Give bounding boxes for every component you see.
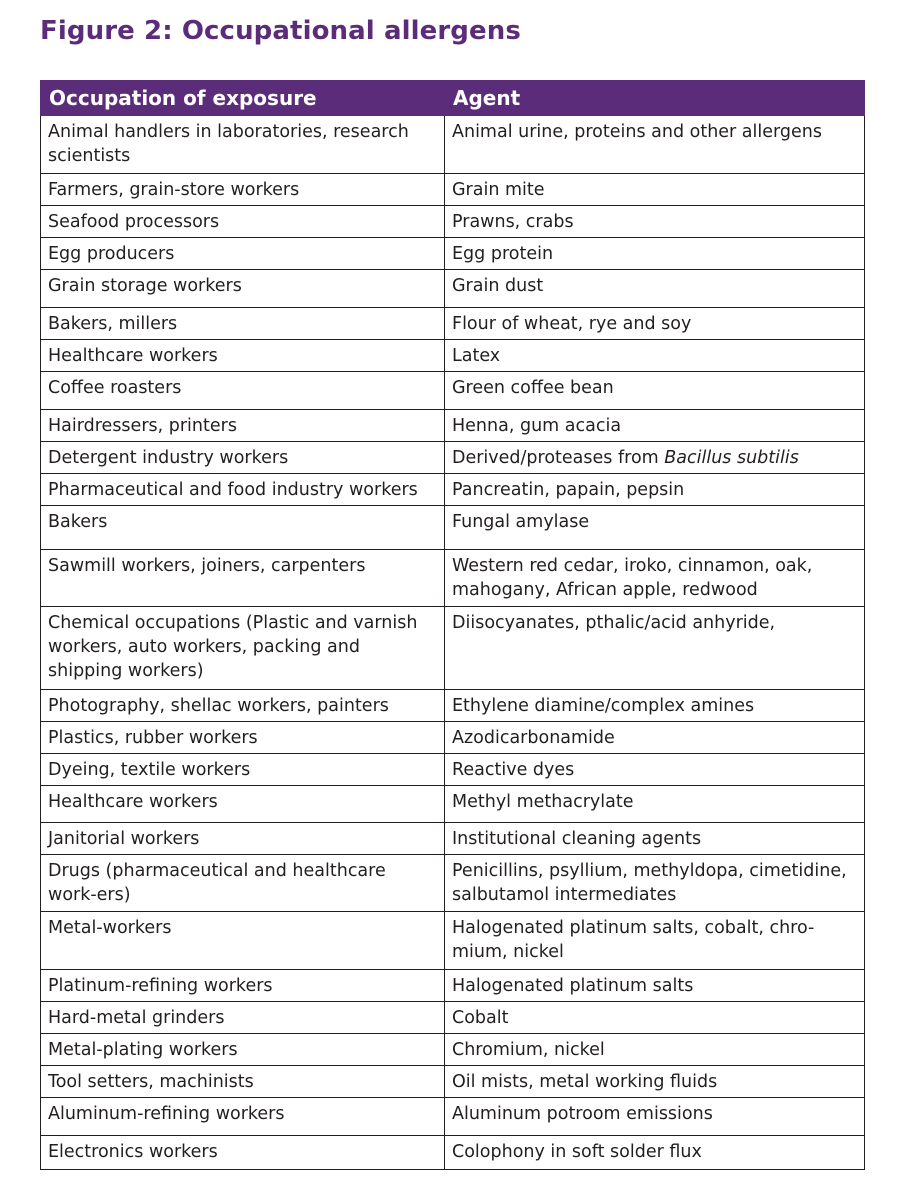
table-row: [41, 1002, 865, 1034]
occupation-cell: Aluminum-refining workers: [41, 1098, 445, 1136]
agent-cell: Latex: [445, 340, 865, 372]
table-row: [41, 607, 865, 690]
table-row: [41, 722, 865, 754]
agent-cell: Halogenated platinum salts: [445, 970, 865, 1002]
agent-cell: Green coffee bean: [445, 372, 865, 410]
occupation-cell: Bakers, millers: [41, 308, 445, 340]
column-header-agent: Agent: [445, 81, 865, 116]
table-row: [41, 474, 865, 506]
occupation-cell: Drugs (pharmaceutical and healthcare work-ers): [41, 855, 445, 912]
table-row: [41, 116, 865, 174]
agent-text: Derived/proteases from: [452, 448, 665, 468]
occupation-cell: Electronics workers: [41, 1136, 445, 1170]
table-row: [41, 270, 865, 308]
occupation-cell: Chemical occupations (Plastic and varnish workers, auto workers, packing and shipping workers): [41, 607, 445, 690]
agent-cell: Grain dust: [445, 270, 865, 308]
agent-cell: Animal urine, proteins and other allergens: [445, 116, 865, 174]
table-row: [41, 912, 865, 970]
table-row: [41, 690, 865, 722]
occupational-allergens-table: [40, 80, 865, 1170]
occupation-cell: Tool setters, machinists: [41, 1066, 445, 1098]
table-row: [41, 1136, 865, 1170]
agent-cell: Grain mite: [445, 174, 865, 206]
table-row: [41, 238, 865, 270]
agent-cell: Pancreatin, papain, pepsin: [445, 474, 865, 506]
table-row: [41, 442, 865, 474]
agent-cell: Azodicarbonamide: [445, 722, 865, 754]
occupation-cell: Coffee roasters: [41, 372, 445, 410]
table-row: [41, 340, 865, 372]
table-row: [41, 855, 865, 912]
occupation-cell: Metal-plating workers: [41, 1034, 445, 1066]
occupation-cell: Metal-workers: [41, 912, 445, 970]
occupation-cell: Detergent industry workers: [41, 442, 445, 474]
occupation-cell: Animal handlers in laboratories, research scientists: [41, 116, 445, 174]
table-body: [41, 116, 865, 1170]
occupation-cell: Plastics, rubber workers: [41, 722, 445, 754]
occupation-cell: Healthcare workers: [41, 786, 445, 823]
agent-cell: Henna, gum acacia: [445, 410, 865, 442]
table-row: [41, 754, 865, 786]
agent-cell: Reactive dyes: [445, 754, 865, 786]
table-row: [41, 970, 865, 1002]
occupation-cell: Platinum-refining workers: [41, 970, 445, 1002]
occupation-cell: Sawmill workers, joiners, carpenters: [41, 550, 445, 607]
agent-cell: Fungal amylase: [445, 506, 865, 550]
occupation-cell: Dyeing, textile workers: [41, 754, 445, 786]
table-row: [41, 372, 865, 410]
occupation-cell: Healthcare workers: [41, 340, 445, 372]
table-row: [41, 786, 865, 823]
table-row: [41, 308, 865, 340]
table-row: [41, 206, 865, 238]
occupation-cell: Hard-metal grinders: [41, 1002, 445, 1034]
agent-cell: Chromium, nickel: [445, 1034, 865, 1066]
agent-cell: Aluminum potroom emissions: [445, 1098, 865, 1136]
table-row: [41, 550, 865, 607]
occupation-cell: Grain storage workers: [41, 270, 445, 308]
agent-cell: Cobalt: [445, 1002, 865, 1034]
table-row: [41, 1098, 865, 1136]
table-header-row: [41, 81, 865, 116]
occupation-cell: Egg producers: [41, 238, 445, 270]
occupation-cell: Pharmaceutical and food industry workers: [41, 474, 445, 506]
occupation-cell: Photography, shellac workers, painters: [41, 690, 445, 722]
table-row: [41, 506, 865, 550]
occupation-cell: Janitorial workers: [41, 823, 445, 855]
table-row: [41, 823, 865, 855]
agent-cell: Western red cedar, iroko, cinnamon, oak, mahogany, African apple, redwood: [445, 550, 865, 607]
agent-cell: Institutional cleaning agents: [445, 823, 865, 855]
agent-cell: Penicillins, psyllium, methyldopa, cimetidine, salbutamol intermediates: [445, 855, 865, 912]
table-row: [41, 1034, 865, 1066]
agent-species-name: Bacillus subtilis: [664, 448, 799, 468]
table-row: [41, 1066, 865, 1098]
occupation-cell: Bakers: [41, 506, 445, 550]
agent-cell: Flour of wheat, rye and soy: [445, 308, 865, 340]
table-row: [41, 410, 865, 442]
agent-cell: Diisocyanates, pthalic/acid anhyride,: [445, 607, 865, 690]
occupation-cell: Farmers, grain-store workers: [41, 174, 445, 206]
occupation-cell: Seafood processors: [41, 206, 445, 238]
agent-cell: Colophony in soft solder flux: [445, 1136, 865, 1170]
agent-cell: Oil mists, metal working fluids: [445, 1066, 865, 1098]
occupation-cell: Hairdressers, printers: [41, 410, 445, 442]
column-header-occupation: Occupation of exposure: [41, 81, 445, 116]
agent-cell: [445, 442, 865, 474]
table-row: [41, 174, 865, 206]
agent-cell: Ethylene diamine/complex amines: [445, 690, 865, 722]
agent-cell: Methyl methacrylate: [445, 786, 865, 823]
agent-cell: Egg protein: [445, 238, 865, 270]
agent-cell: Prawns, crabs: [445, 206, 865, 238]
agent-cell: Halogenated platinum salts, cobalt, chro-mium, nickel: [445, 912, 865, 970]
figure-title: Figure 2: Occupational allergens: [40, 16, 521, 46]
